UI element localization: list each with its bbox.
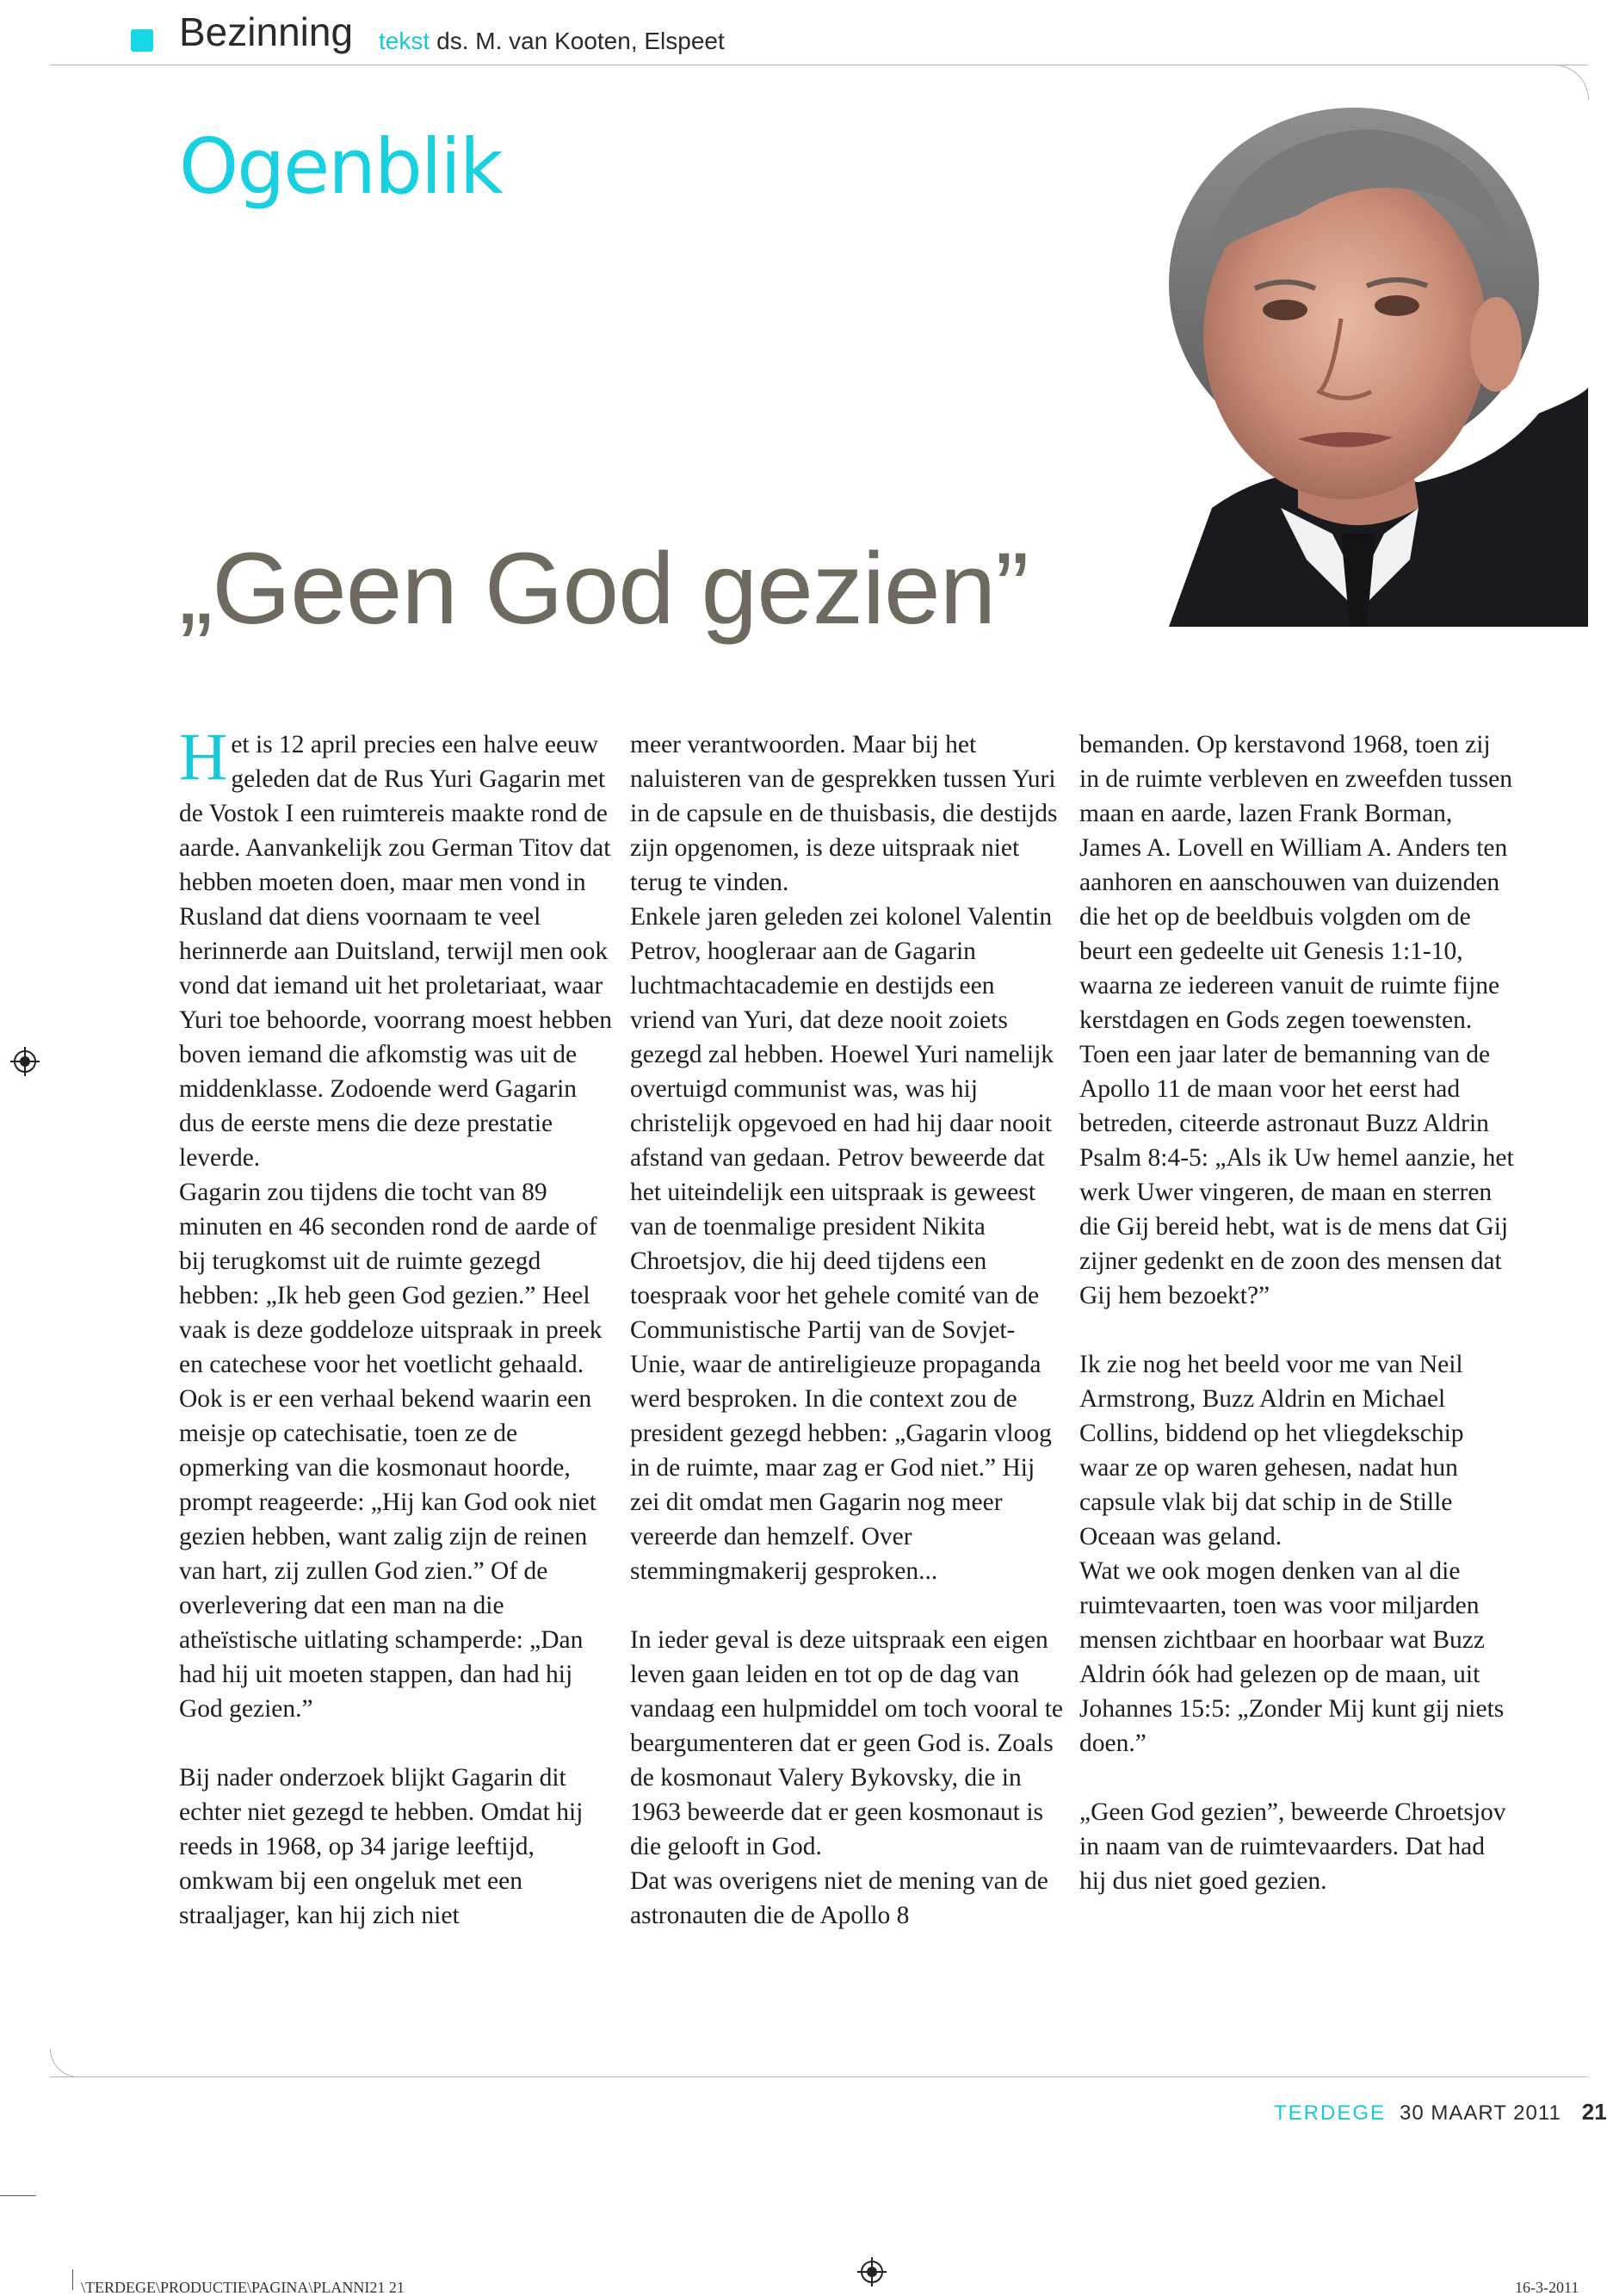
- issue-date: 30 MAART 2011: [1400, 2101, 1561, 2125]
- article-column-1: [179, 719, 614, 1933]
- paragraph: Wat we ook mogen denken van al die ruimtevaarten, toen was voor miljarden mensen zichtbaar en hoorbaar wat Buzz Aldrin óók had gelezen op de maan, uit Johannes 15:5: „Zonder Mij kunt gij niets doen.”: [1079, 1557, 1505, 1757]
- page-footer: [1274, 2101, 1607, 2124]
- slug-date: 16-3-2011: [1515, 2279, 1579, 2296]
- byline-label: tekst: [379, 28, 430, 54]
- paragraph: Bij nader onderzoek blijkt Gagarin dit echter niet gezegd te hebben. Omdat hij reeds in 1968, op 34 jarige leeftijd, omkwam bij een ongeluk met een straaljager, kan hij zich niet: [179, 1764, 584, 1929]
- publication-name: TERDEGE: [1274, 2101, 1387, 2125]
- top-rule-corner: [1515, 65, 1589, 100]
- paragraph-text: et is 12 april precies een halve eeuw geleden dat de Rus Yuri Gagarin met de Vostok I een ruimtereis maakte rond de aarde. Aanvankelijk zou German Titov dat hebben moeten doen, maar men vond in Rusland dat diens voornaam te veel herinnerde aan Duitsland, terwijl men ook vond dat iemand uit het proletariaat, waar Yuri toe behoorde, voorrang moest hebben boven iemand die afkomstig was uit de middenklasse. Zodoende werd Gagarin dus de eerste mens die deze prestatie leverde.: [179, 731, 612, 1172]
- registration-mark-icon: [10, 1047, 40, 1076]
- section-title: Bezinning: [179, 9, 354, 54]
- slug-path: \TERDEGE\PRODUCTIE\PAGINA\PLANNI21 21: [81, 2279, 405, 2296]
- byline: [379, 29, 725, 53]
- article-column-2: [630, 727, 1065, 1933]
- bottom-rule: [50, 2076, 1588, 2077]
- paragraph: Ik zie nog het beeld voor me van Neil Armstrong, Buzz Aldrin en Michael Collins, biddend op het vliegdekschip waar ze op waren gehesen, nadat hun capsule vlak bij dat schip in de Stille Oceaan was geland.: [1079, 1351, 1464, 1550]
- paragraph: In ieder geval is deze uitspraak een eigen leven gaan leiden en tot op de dag van vandaag een hulpmiddel om toch vooral te beargumenteren dat er geen God is. Zoals de kosmonaut Valery Bykovsky, die in 1963 beweerde dat er geen kosmonaut is die gelooft in God.: [630, 1626, 1063, 1860]
- paragraph: „Geen God gezien”, beweerde Chroetsjov in naam van de ruimtevaarders. Dat had hij dus niet goed gezien.: [1079, 1798, 1506, 1895]
- bottom-rule-corner: [50, 2049, 102, 2077]
- drop-cap: H: [179, 719, 228, 794]
- section-marker-square: [131, 29, 153, 52]
- registration-mark-icon: [857, 2257, 887, 2287]
- paragraph: [179, 719, 614, 1175]
- crop-mark: [72, 2269, 73, 2290]
- category-title: Ogenblik: [179, 122, 502, 211]
- article-column-3: [1079, 727, 1514, 1898]
- paragraph: Gagarin zou tijdens die tocht van 89 minuten en 46 seconden rond de aarde of bij terugkomst uit de ruimte gezegd hebben: „Ik heb geen God gezien.” Heel vaak is deze goddeloze uitspraak in preek en catechese voor het voetlicht gehaald. Ook is er een verhaal bekend waarin een meisje op catechisatie, toen ze de opmerking van die kosmonaut hoorde, prompt reageerde: „Hij kan God ook niet gezien hebben, want zalig zijn de reinen van hart, zij zullen God zien.” Of de overlevering dat een man na die atheïstische uitlating schamperde: „Dan had hij uit moeten stappen, dan had hij God gezien.”: [179, 1179, 603, 1723]
- paragraph: meer verantwoorden. Maar bij het naluisteren van de gesprekken tussen Yuri in de capsule en de thuisbasis, die destijds zijn opgenomen, is deze uitspraak niet terug te vinden.: [630, 731, 1058, 896]
- page-number: 21: [1581, 2099, 1607, 2125]
- article-headline: „Geen God gezien”: [179, 532, 1029, 646]
- paragraph: Dat was overigens niet de mening van de astronauten die de Apollo 8: [630, 1867, 1048, 1929]
- paragraph: bemanden. Op kerstavond 1968, toen zij in de ruimte verbleven en zweefden tussen maan en aarde, lazen Frank Borman, James A. Lovell en William A. Anders ten aanhoren en aanschouwen van duizenden die het op de beeldbuis volgden om de beurt een gedeelte uit Genesis 1:1-10, waarna ze iedereen vanuit de ruimte fijne kerstdagen en Gods zegen toewensten.: [1079, 731, 1512, 1034]
- paragraph: Enkele jaren geleden zei kolonel Valentin Petrov, hoogleraar aan de Gagarin luchtmachtacademie en destijds een vriend van Yuri, dat deze nooit zoiets gezegd zal hebben. Hoewel Yuri namelijk overtuigd communist was, was hij christelijk opgevoed en had hij daar nooit afstand van gedaan. Petrov beweerde dat het uiteindelijk een uitspraak is geweest van de toenmalige president Nikita Chroetsjov, die hij deed tijdens een toespraak voor het gehele comité van de Communistische Partij van de Sovjet-Unie, waar de antireligieuze propaganda werd besproken. In die context zou de president gezegd hebben: „Gagarin vloog in de ruimte, maar zag er God niet.” Hij zei dit omdat men Gagarin nog meer vereerde dan hemzelf. Over stemmingmakerij gesproken...: [630, 903, 1054, 1585]
- author-portrait: [1134, 103, 1588, 627]
- paragraph: Toen een jaar later de bemanning van de Apollo 11 de maan voor het eerst had betreden, citeerde astronaut Buzz Aldrin Psalm 8:4-5: „Als ik Uw hemel aanzie, het werk Uwer vingeren, de maan en sterren die Gij bereid hebt, wat is de mens dat Gij zijner gedenkt en de zoon des mensen dat Gij hem bezoekt?”: [1079, 1041, 1514, 1309]
- crop-mark: [0, 2195, 36, 2196]
- byline-author: ds. M. van Kooten, Elspeet: [436, 28, 725, 54]
